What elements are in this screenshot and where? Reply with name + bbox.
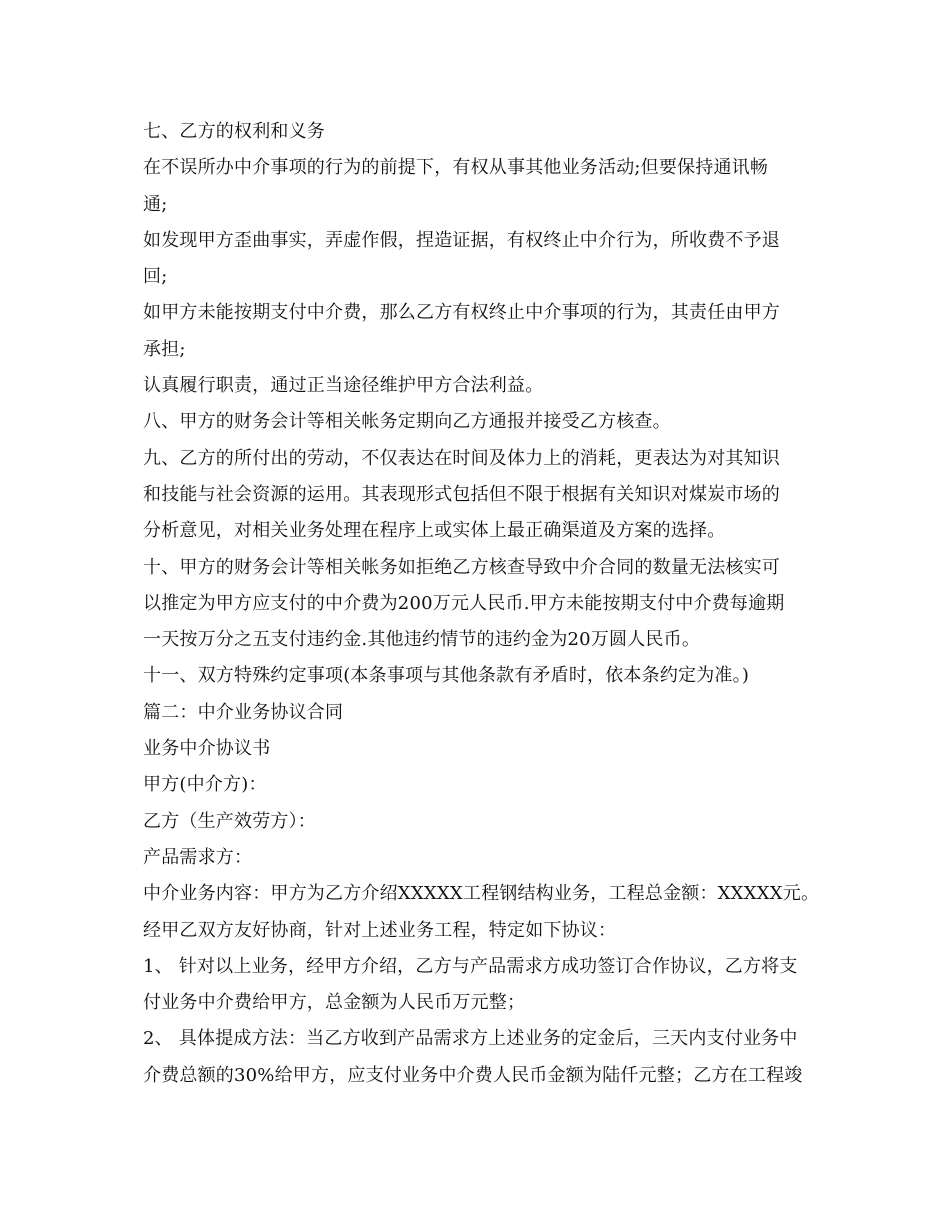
text-line: 七、乙方的权利和义务 [143,121,325,142]
text-line: 以推定为甲方应支付的中介费为200万元人民币.甲方未能按期支付中介费每逾期 [143,592,785,614]
text-line: 2、 具体提成方法：当乙方收到产品需求方上述业务的定金后，三天内支付业务中 [143,1028,798,1050]
text-line: 和技能与社会资源的运用。其表现形式包括但不限于根据有关知识对煤炭市场的 [143,483,780,505]
text-line: 产品需求方： [143,846,253,868]
text-line: 九、乙方的所付出的劳动，不仅表达在时间及体力上的消耗，更表达为对其知识 [143,447,780,469]
text-line: 业务中介协议书 [143,738,271,760]
text-line: 篇二：中介业务协议合同 [143,701,344,723]
text-line: 通; [143,193,168,215]
text-line: 十一、双方特殊约定事项(本条事项与其他条款有矛盾时，依本条约定为准。) [143,665,750,687]
text-line: 承担; [143,338,186,360]
text-line: 介费总额的30%给甲方，应支付业务中介费人民币金额为陆仟元整；乙方在工程竣 [143,1064,803,1086]
text-line: 分析意见，对相关业务处理在程序上或实体上最正确渠道及方案的选择。 [143,520,726,542]
text-line: 乙方（生产效劳方）： [143,810,316,832]
text-line: 回; [143,266,168,288]
text-line: 经甲乙双方友好协商，针对上述业务工程，特定如下协议： [143,919,617,941]
text-line: 1、 针对以上业务，经甲方介绍，乙方与产品需求方成功签订合作协议，乙方将支 [143,955,798,977]
text-line: 八、甲方的财务会计等相关帐务定期向乙方通报并接受乙方核查。 [143,411,671,433]
text-line: 在不误所办中介事项的行为的前提下，有权从事其他业务活动;但要保持通讯畅 [143,157,769,179]
text-line: 一天按万分之五支付违约金.其他违约情节的违约金为20万圆人民币。 [143,629,701,651]
document-body [143,114,820,1094]
text-line: 认真履行职责，通过正当途径维护甲方合法利益。 [143,375,544,397]
text-line: 甲方(中介方)： [143,774,267,796]
text-line: 如甲方未能按期支付中介费，那么乙方有权终止中介事项的行为，其责任由甲方 [143,302,780,324]
text-line: 付业务中介费给甲方，总金额为人民币万元整； [143,992,526,1014]
text-line: 如发现甲方歪曲事实，弄虚作假，捏造证据，有权终止中介行为，所收费不予退 [143,229,780,251]
text-line: 十、甲方的财务会计等相关帐务如拒绝乙方核查导致中介合同的数量无法核实可 [143,556,780,578]
text-line: 中介业务内容：甲方为乙方介绍XXXXX工程钢结构业务，工程总金额：XXXXX元。 [143,883,820,905]
